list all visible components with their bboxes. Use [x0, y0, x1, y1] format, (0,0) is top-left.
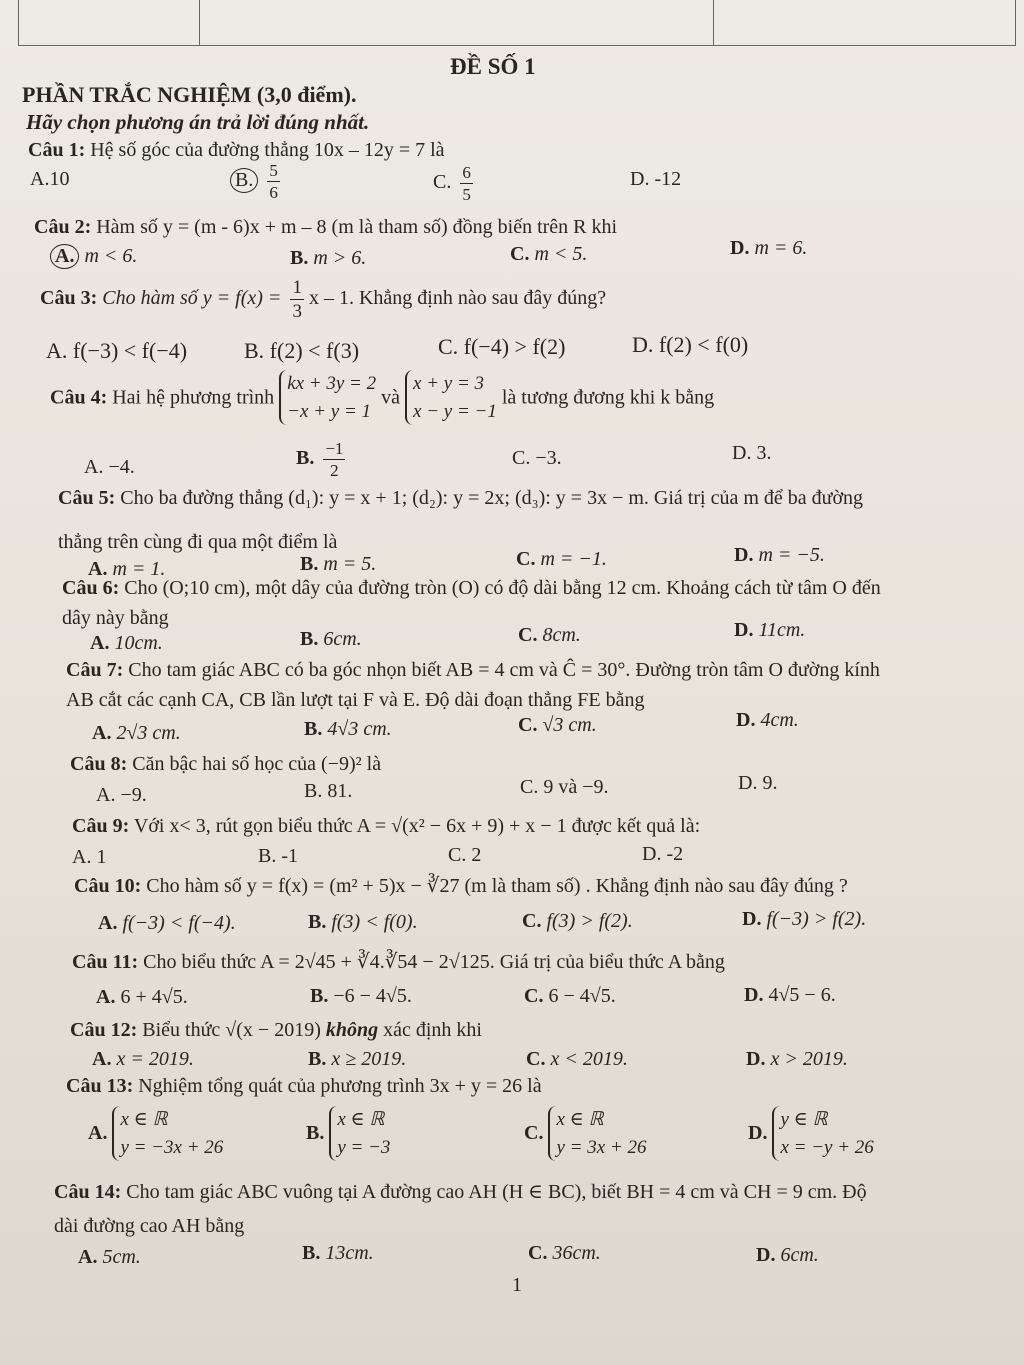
option-c[interactable]: C. m = −1.: [516, 548, 607, 570]
question-5-cont: thẳng trên cùng đi qua một điểm là: [58, 531, 338, 553]
equation-system: y ∈ ℝ x = −y + 26: [772, 1106, 873, 1161]
option-b[interactable]: B. m = 5.: [300, 553, 377, 575]
page-number: 1: [512, 1274, 522, 1296]
option-a[interactable]: A. m = 1.: [88, 558, 166, 580]
option-c[interactable]: C. 6 − 4√5.: [524, 985, 616, 1007]
equation-system: x ∈ ℝ y = −3: [329, 1106, 390, 1161]
grid-divider: [199, 0, 200, 45]
option-a[interactable]: A. 1: [72, 846, 107, 868]
option-a[interactable]: A. f(−3) < f(−4): [46, 338, 188, 363]
option-a[interactable]: A. 2√3 cm.: [92, 722, 181, 744]
header-grid: [18, 0, 1016, 46]
option-a[interactable]: A.10: [30, 168, 70, 190]
question-9: Câu 9: Với x< 3, rút gọn biểu thức A = √(x² − 6x + 9) + x − 1 được kết quả là:: [72, 815, 701, 837]
option-b[interactable]: B. 4√3 cm.: [304, 718, 392, 740]
option-c[interactable]: C. 9 và −9.: [520, 776, 609, 798]
option-a[interactable]: A. 10cm.: [90, 632, 163, 654]
selected-answer-mark: A.: [50, 244, 79, 269]
fraction: $\frac{-1}{2}$: [325, 439, 344, 480]
option-d[interactable]: D. -12: [630, 168, 682, 190]
option-b[interactable]: B. 13cm.: [302, 1242, 374, 1264]
equation-system: kx + 3y = 2 −x + y = 1: [279, 370, 376, 425]
instruction: Hãy chọn phương án trả lời đúng nhất.: [26, 110, 370, 134]
option-d[interactable]: D. 6cm.: [756, 1244, 819, 1266]
option-a[interactable]: A. m < 6.: [50, 244, 137, 269]
exam-title: ĐỀ SỐ 1: [450, 54, 536, 79]
question-6-cont: dây này bằng: [62, 607, 169, 629]
question-label: Câu 1:: [28, 139, 86, 161]
option-c[interactable]: C. −3.: [512, 447, 562, 469]
option-a[interactable]: A. 6 + 4√5.: [96, 986, 188, 1008]
option-a[interactable]: A. x = 2019.: [92, 1048, 194, 1070]
option-c[interactable]: C. x < 2019.: [526, 1048, 628, 1070]
option-d[interactable]: D. m = −5.: [734, 544, 825, 566]
option-c[interactable]: C. x ∈ ℝ y = 3x + 26: [524, 1106, 646, 1161]
selected-answer-mark: B.: [230, 168, 258, 193]
option-c[interactable]: C. f(−4) > f(2): [438, 334, 566, 359]
option-c[interactable]: C. 2: [448, 844, 482, 866]
fraction: $\frac{5}{6}$: [269, 161, 278, 202]
option-b[interactable]: B. f(3) < f(0).: [308, 911, 418, 933]
option-a[interactable]: A. −4.: [84, 456, 135, 478]
option-d[interactable]: D. 4√5 − 6.: [744, 984, 836, 1006]
fraction: $\frac{6}{5}$: [462, 163, 471, 204]
option-b[interactable]: B. m > 6.: [290, 247, 367, 269]
option-d[interactable]: D. m = 6.: [730, 237, 808, 259]
option-c[interactable]: C. √3 cm.: [518, 714, 597, 736]
option-d[interactable]: D. -2: [642, 843, 684, 865]
option-b[interactable]: B. 81.: [304, 780, 353, 802]
question-7-cont: AB cắt các cạnh CA, CB lần lượt tại F và E. Độ dài đoạn thẳng FE bằng: [66, 689, 645, 711]
grid-divider: [713, 0, 714, 45]
question-13: Câu 13: Nghiệm tổng quát của phương trình 3x + y = 26 là: [66, 1075, 542, 1097]
question-text: Hệ số góc của đường thẳng 10x – 12y = 7 là: [90, 139, 445, 161]
option-b[interactable]: B. -1: [258, 845, 298, 867]
option-c[interactable]: C. $\frac{6}{5}$: [433, 163, 471, 204]
option-a[interactable]: A. x ∈ ℝ y = −3x + 26: [88, 1106, 223, 1161]
question-12: Câu 12: Biểu thức √(x − 2019) không xác định khi: [70, 1019, 482, 1041]
option-d[interactable]: D. 11cm.: [734, 619, 806, 641]
option-b[interactable]: B. −6 − 4√5.: [310, 985, 412, 1007]
question-5: Câu 5: Cho ba đường thẳng (d₁): y = x + 1; (d₂): y = 2x; (d₃): y = 3x − m. Giá trị của m để ba đường: [58, 487, 864, 509]
question-11: Câu 11: Cho biểu thức A = 2√45 + ∛4.∛54 − 2√125. Giá trị của biểu thức A bằng: [72, 951, 725, 973]
option-c[interactable]: C. 36cm.: [528, 1242, 601, 1264]
option-b[interactable]: B. f(2) < f(3): [244, 338, 360, 363]
equation-system: x ∈ ℝ y = −3x + 26: [112, 1106, 223, 1161]
fraction: $\frac{1}{3}$: [292, 277, 302, 322]
option-a[interactable]: A. −9.: [96, 784, 147, 806]
option-d[interactable]: D. y ∈ ℝ x = −y + 26: [748, 1106, 874, 1161]
option-c[interactable]: C. m < 5.: [510, 243, 588, 265]
option-c[interactable]: C. f(3) > f(2).: [522, 910, 633, 932]
option-d[interactable]: D. 3.: [732, 442, 772, 464]
question-4: Câu 4: Hai hệ phương trình kx + 3y = 2 −x + y = 1 và x + y = 3 x − y = −1 là tương đương khi k bằng: [50, 370, 714, 425]
option-a[interactable]: A. 5cm.: [78, 1246, 141, 1268]
question-10: Câu 10: Cho hàm số y = f(x) = (m² + 5)x − ∛27 (m là tham số) . Khẳng định nào sau đây đúng ?: [74, 875, 848, 897]
question-7: Câu 7: Cho tam giác ABC có ba góc nhọn biết AB = 4 cm và Ĉ = 30°. Đường tròn tâm O đường kính: [66, 659, 880, 681]
question-14: Câu 14: Cho tam giác ABC vuông tại A đường cao AH (H ∈ BC), biết BH = 4 cm và CH = 9 cm. Độ: [54, 1181, 867, 1203]
option-b[interactable]: B. x ∈ ℝ y = −3: [306, 1106, 390, 1161]
question-2: Câu 2: Hàm số y = (m - 6)x + m – 8 (m là tham số) đồng biến trên R khi: [34, 216, 618, 238]
option-c[interactable]: C. 8cm.: [518, 624, 581, 646]
question-1: [28, 138, 445, 162]
option-d[interactable]: D. 9.: [738, 772, 778, 794]
equation-system: x ∈ ℝ y = 3x + 26: [548, 1106, 646, 1161]
option-a[interactable]: A. f(−3) < f(−4).: [98, 912, 236, 934]
option-b[interactable]: B. $\frac{-1}{2}$: [296, 439, 344, 480]
question-6: Câu 6: Cho (O;10 cm), một dây của đường tròn (O) có độ dài bằng 12 cm. Khoảng cách từ tâm O đến: [62, 577, 881, 599]
option-b[interactable]: [230, 162, 280, 201]
question-8: Câu 8: Căn bậc hai số học của (−9)² là: [70, 753, 382, 775]
option-d[interactable]: D. x > 2019.: [746, 1048, 848, 1070]
option-b[interactable]: B. x ≥ 2019.: [308, 1048, 407, 1070]
equation-system: x + y = 3 x − y = −1: [405, 370, 497, 425]
section-heading: PHẦN TRẮC NGHIỆM (3,0 điểm).: [22, 82, 357, 107]
option-d[interactable]: D. f(−3) > f(2).: [742, 908, 867, 930]
question-14-cont: dài đường cao AH bằng: [54, 1215, 245, 1237]
option-b[interactable]: B. 6cm.: [300, 628, 362, 650]
question-3: Câu 3: Cho hàm số y = f(x) = $\frac{1}{3}$ x – 1. Khẳng định nào sau đây đúng?: [40, 277, 607, 322]
option-d[interactable]: D. f(2) < f(0): [632, 332, 749, 357]
option-d[interactable]: D. 4cm.: [736, 709, 799, 731]
